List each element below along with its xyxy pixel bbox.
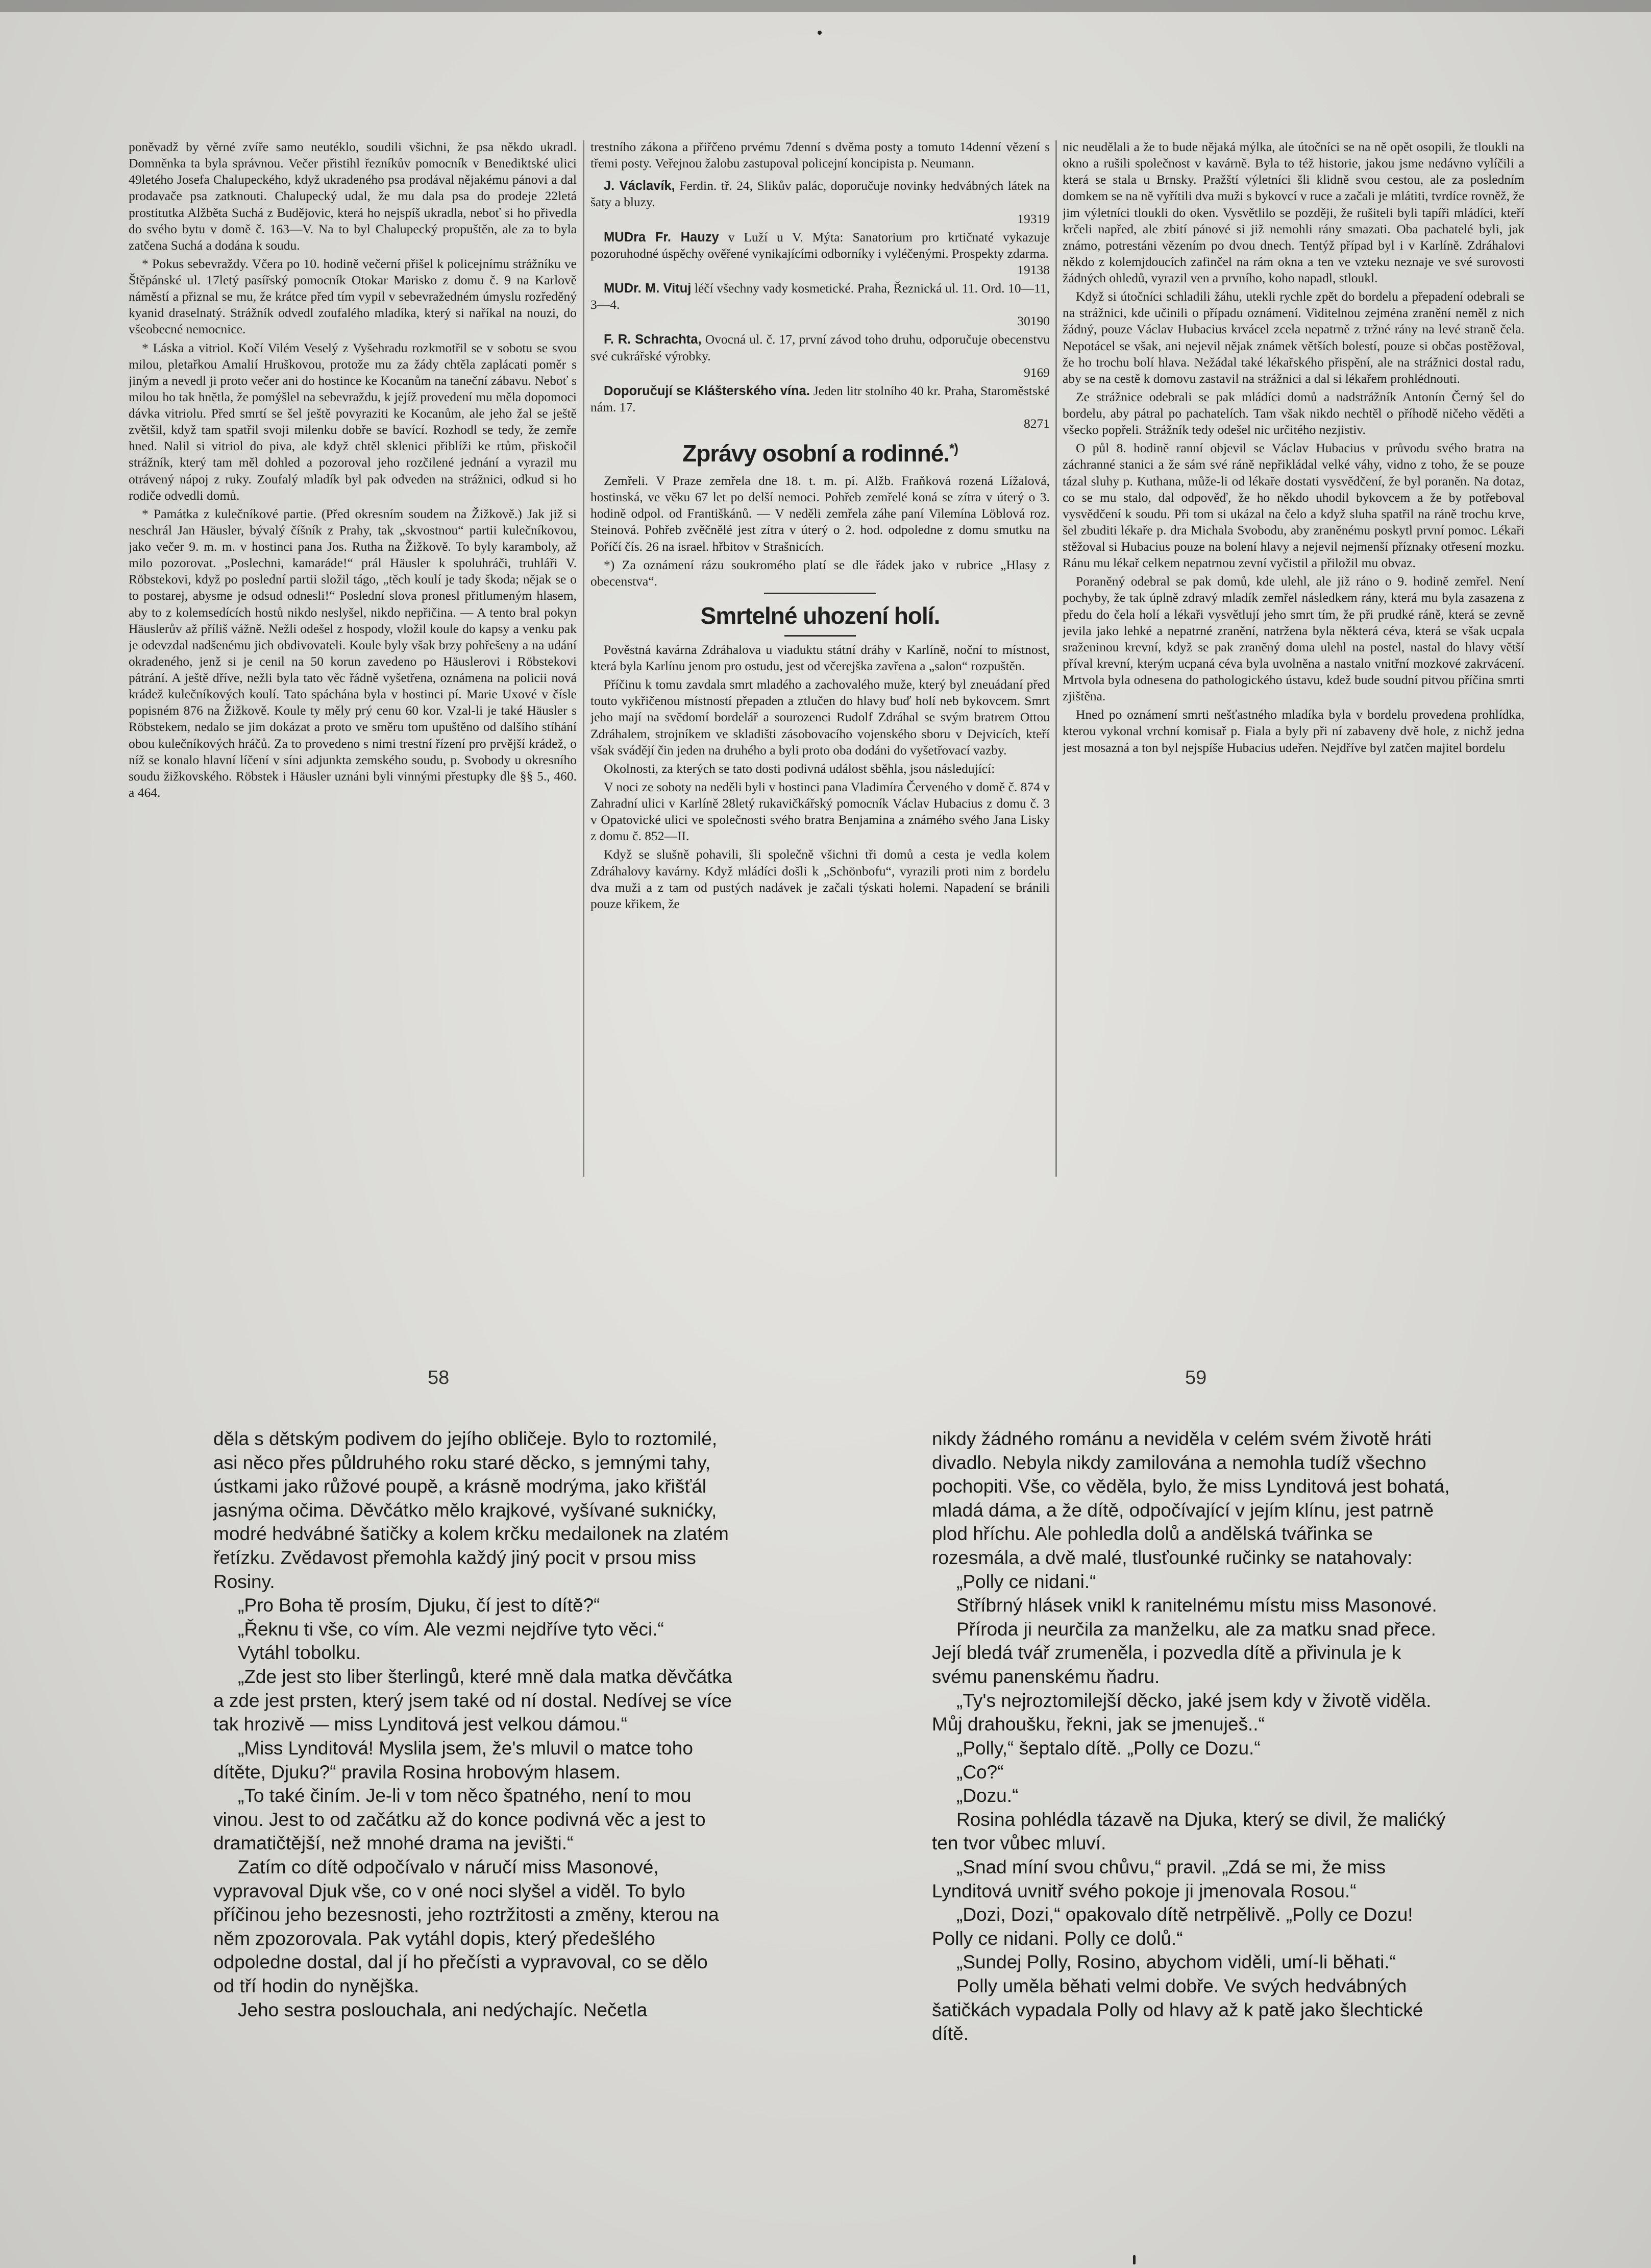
book-paragraph: „Dozi, Dozi,“ opakovalo dítě netrpělivě. „Polly ce Dozu! Polly ce nidani. Polly ce dolů.“ (932, 1904, 1413, 1949)
book-paragraph: nikdy žádného románu a neviděla v celém svém životě hráti divadlo. Nebyla nikdy zamilována a nemohla tudíž všechno pochopiti. Vše, co věděla, bylo, že miss Lynditová jest bohatá, mladá dáma, a že dítě, odpočívající v jejím klínu, jest patrně plod hříchu. Ale pohledla dolů a andělská tvářinka se rozesmála, a dvě malé, tlusťounké ručinky se natahovaly: (932, 1428, 1450, 1569)
book-paragraph: Jeho sestra poslouchala, ani nedýchajíc. Nečetla (238, 1999, 648, 2020)
book-paragraph: Příroda ji neurčila za manželku, ale za matku snad přece. Její bledá tvář zrumeněla, i pozvedla dítě a přivinula je k svému panenskému ňadru. (932, 1618, 1436, 1688)
news-item-billiard: * Památka z kulečníkové partie. (Před okresním soudem na Žižkově.) Jak již si neschrál Jan Häusler, bývalý číšník z Prahy, tak „skvostnou“ partii kulečníkovou, jako večer 9. m. m. v hostinci pana Jos. Rutha na Žižkově. To byly karamboly, až milo pozorovat. „Poslechni, kamaráde!“ prál Häusler k spoluhráči, truhláři V. Röbstekovi, když po poslední partii složil tágo, „těch koulí je tady škoda; nějak se o to postarej, abysme je odsud odnesli!“ Poslední slova pronesl přitlumeným hlasem, aby to z kolemsedících hostů nikdo neslyšel, nikdo nepřičina. — A tento bral pokyn Häuslerův až příliš vážně. Nežli odešel z hospody, vložil koule do kapsy a venku pak je odevzdal nadšenému jich obdivovateli. Koule byly však brzy pohřešeny a na udání okradeného, jenž si je cenil na 50 korun zavedeno po Häuslerovi i Röbstekovi pátrání. A ještě dříve, nežli byla tato věc řádně vyšetřena, oznámena na policii nová krádež kulečníkových koulí. Tato spáchána byla v hostinci pí. Marie Uxové v čísle popisném 876 na Žižkově. Koule ty měly prý cenu 60 kor. Vzal-li je také Häusler s Röbstekem, nedalo se jim dokázat a proto ve směru tom upuštěno od dalšího stíhání obou kulečníkových hráčů. Za to provedeno s nimi trestní řízení pro prvější krádež, o níž se konalo hlavní líčení v síni adjunkta zemského soudu, p. Svobody u okresního soudu žižkovského. Röbstek i Häusler uznáni byli vinnými přestupky dle §§ 5., 460. a 464. (129, 506, 577, 800)
page-number-right: 59 (1185, 1367, 1207, 1388)
book-paragraph: děla s dětským podivem do jejího obličeje. Bylo to roztomilé, asi něco přes půldruhého roku staré děcko, s jemnými tahy, ústkami jako růžové poupě, a krásně modrýma, jako křišťál jasnýma očima. Děvčátko mělo krajkové, vyšívané suknićky, modré hedvábné šatičky a kolem krčku medailonek na zlatém řetízku. Zvědavost přemohla každý jiný pocit v prsou miss Rosiny. (213, 1428, 729, 1592)
book-paragraph: Rosina pohlédla tázavě na Djuka, který se divil, že malićký ten tvor vůbec mluví. (932, 1809, 1446, 1854)
book-paragraph: Polly uměla běhati velmi dobře. Ve svých hedvábných šatičkách vypadala Polly od hlavy až k patě jako šlechtické dítě. (932, 1976, 1423, 2044)
ad-name: MUDra Fr. Hauzy (604, 230, 719, 245)
book-paragraph: „Pro Boha tě prosím, Djuku, čí jest to dítě?“ (238, 1595, 600, 1616)
scan-dust-mark (1133, 2255, 1136, 2264)
ad-code: 9169 (1024, 364, 1050, 380)
book-paragraph: Vytáhl tobolku. (238, 1642, 361, 1664)
page-number-left: 58 (428, 1367, 450, 1388)
newspaper-column-1 (129, 139, 577, 1190)
column-divider (1055, 140, 1057, 1177)
ad-1 (590, 178, 1050, 227)
book-paragraph: Zatím co dítě odpočívalo v náručí miss Masonové, vypravoval Djuk vše, co v oné noci slyšel a viděl. To bylo příčinou jeho bezesnosti, jeho roztržitosti a změny, kterou na něm zpozorovala. Pak vytáhl dopis, který předešlého odpoledne dostal, dal jí ho přečísti a vypravoval, co se dělo od tří hodin do nynějška. (213, 1856, 719, 1997)
book-paragraph: „Ty's nejroztomilejší děcko, jaké jsem kdy v životě viděla. Můj drahoušku, řekni, jak se jmenuješ..“ (932, 1690, 1432, 1735)
article-paragraph: Když si útočníci schladili žáhu, utekli rychle zpět do bordelu a přepadení odebrali se na strážnici, kde učinili o případu oznámení. Viditelnou zejména zranění neměl z nich žádný, pouze Václav Hubacius krvácel zcela nepatrně z tržné rány na levé straně čela. Nepotácel se však, ani nejevil nějak známek větších bolestí, pouze si občas postěžoval, že ho trochu bolí hlava. Nežádal také lékařského přispění, ale na strážnici dostal radu, aby se na cestě k domovu zastavil na strážnici a dal si lékařem prohlédnouti. (1063, 289, 1524, 386)
news-paragraph: trestního zákona a přiřčeno prvému 7denní s dvěma posty a tomuto 14denní vězení s třemi posty. Veřejnou žalobu zastupoval policejní koncipista p. Neumann. (590, 139, 1050, 171)
article-paragraph: Poraněný odebral se pak domů, kde ulehl, ale již ráno o 9. hodině zemřel. Není pochyby, že tak úplně zdravý mladík zemřel následkem rány, která mu byla zasazena z předu do čela holí a lékaři vysvětlují jeho smrt tím, že při prudké ráně, která se zevně jevila jako lehké a nepatrné zranění, natržena byla některá céva, která se však ucpala sraženinou krevní, když se pak zraněný doma ulehl na postel, nastal do hlavy větší příval krevní, kterým ucpaná céva byla uvolněna a nastalo vnitřní mozkové zakrvácení. Mrtvola byla odnesena do pathologického ústavu, kdež bude soudní pitvou příčina smrti zjištěna. (1063, 574, 1524, 704)
news-paragraph: poněvadž by věrné zvíře samo neutéklo, soudili všichni, že psa někdo ukradl. Domněnka ta byla správnou. Večer přistihl řezníkův pomocník v Benediktské ulici 49letého Josefa Chalupeckého, když ukradeného psa prodával nějakému pánovi a dal prodavače psa zatknouti. Chalupecký udal, že mu dala psa do prodeje 22letá prostitutka Alžběta Suchá z Budějovic, která ho nejspíš ukradla, neboť si ho přivedla do svého bytu v domě č. 163—V. Na to byl Chalupecký propuštěn, ale za to byla zatčena Suchá a dodána k soudu. (129, 139, 577, 253)
news-item-suicide-attempt: * Pokus sebevraždy. Včera po 10. hodině večerní přišel k policejnímu strážníku ve Štěpánské ul. 17letý pasířský pomocník Otokar Marisko z domu č. 9 na Karlově náměstí a přiznal se mu, že krátce před tím vypil v sebevražedném úmyslu rozředěný kyanid draselnatý. Strážník odvedl zoufalého mladíka, který si naříkal na nouzi, do všeobecné nemocnice. (129, 256, 577, 337)
news-item-deaths: Zemřeli. V Praze zemřela dne 18. t. m. pí. Alžb. Fraňková rozená Lížalová, hostinská, ve věku 67 let po delší nemoci. Pohřeb zemřelé koná se zítra v úterý o 3. hodině odpol. od Františkánů. — V neděli zemřela záhe paní Vilemína Löblová roz. Steinová. Pohřeb zvěčnělé jest zítra v úterý o 2. hod. odpoledne z domu smutku na Poříčí čís. 26 na israel. hřbitov v Strašnicích. (590, 473, 1050, 554)
heading-text: Zprávy osobní a rodinné. (682, 440, 950, 467)
footnote-marker: *) (949, 441, 958, 456)
newspaper-column-2 (590, 139, 1050, 1190)
article-paragraph: O půl 8. hodině ranní objevil se Václav Hubacius v průvodu svého bratra na záchranné stanici a že sám své ráně nepřikládal velké váhy, vidno z toho, že se pouze tázal sluhy p. Kuthana, může-li od lékaře dostati vysvědčení, že byl poraněn. Na dotaz, co se mu stalo, dal odpověď, že ho někdo uhodil bykovcem a že by potřeboval vysvědčení k soudu. Při tom si ukázal na čelo a když sluha spatřil na ráně trochu krve, šel zbuditi lékaře p. dra Michala Svobodu, aby zraněnému poskytl první pomoc. Lékaři stěžoval si Hubacius pouze na bolení hlavy a nejevil nejmenší příznaky otřesení mozku. Ránu mu lékař celkem nepatrnou zevní vyčistil a přiložil mu obvaz. (1063, 441, 1524, 571)
article-paragraph: Ze strážnice odebrali se pak mládíci domů a nadstrážník Antonín Černý šel do bordelu, aby pátral po pachatelích. Tam však nikdo nechtěl o příhodě ničeho věděti a všecko popřeli. Strážník tedy odešel nic určitého nezjistiv. (1063, 389, 1524, 437)
book-paragraph: „To také činím. Je-li v tom něco špatného, není to mou vinou. Jest to od začátku až do konce podivná věc a jest to dramatičtější, než mnohé drama na jevišti.“ (213, 1785, 706, 1854)
ad-text: Jeden litr stolního 40 kr. Praha, Staroměstské nám. 17. (590, 383, 1050, 414)
news-item-love-vitriol: * Láska a vitriol. Kočí Vilém Veselý z Vyšehradu rozkmotřil se v sobotu se svou milou, pletařkou Amalií Hruškovou, protože mu za žády chtěla zaplácati poměr s jiným a nevedl ji proto večer ani do hostince ke Kocanům na taneční zábavu. Neboť s milou ho tak hnětla, že pomýšlel na sebevraždu, k jejíž provedení mu měla dopomoci dávka vitriolu. Před smrtí se šel ještě povyraziti ke Kocanům, ale jeho žal se ještě zvětšil, když tam spatřil svoji milenku dobře se bavící. Rozhodl se tedy, že zemře hned. Nalil si vitriol do piva, ale když chtěl sklenici přiblíži ke rtům, přiskočil strážník, který tam měl dohled a pozoroval jeho rozčilené jednání a vyrazil mu otrávený nápoj z ruky. Zoufalý mladík byl pak odveden na strážnici, odkud si ho rodiče odvedli domů. (129, 340, 577, 503)
article-paragraph: Hned po oznámení smrti nešťastného mladíka byla v bordelu provedena prohlídka, kterou vykonal vrchní komisař p. Fiala a byly při ní zabaveny dvě hole, z nichž jedna jest mosazná a ton byl nejspíše Hubacius udeřen. Nejdříve byl zatčen majitel bordelu (1063, 707, 1524, 755)
book-paragraph: „Polly,“ šeptalo dítě. „Polly ce Dozu.“ (956, 1737, 1261, 1759)
ad-3 (590, 280, 1050, 329)
ad-code: 8271 (1024, 416, 1050, 431)
article-paragraph: Okolnosti, za kterých se tato dosti podivná událost sběhla, jsou následující: (604, 761, 995, 776)
ad-name: MUDr. M. Vituj (604, 281, 692, 296)
book-paragraph: „Miss Lynditová! Myslila jsem, že's mluvil o matce toho dítěte, Djuku?“ pravila Rosina hrobovým hlasem. (213, 1737, 693, 1783)
ad-code: 19319 (1017, 211, 1050, 226)
book-paragraph: „Zde jest sto liber šterlingů, které mně dala matka děvčátka a zde jest prsten, který jsem také od ní dostal. Nedívej se více tak hrozivě — miss Lynditová jest velkou dámou.“ (213, 1666, 732, 1735)
article-paragraph: V noci ze soboty na neděli byli v hostinci pana Vladimíra Červeného v domě č. 874 v Zahradní ulici v Karlíně 28letý rukavičkářský pomocník Václav Hubacius z domu č. 3 v Opatovické ulici ve společnosti svého bratra Benjamina a známého svého Jana Lisky z domu č. 852—II. (590, 779, 1050, 844)
heading-death-article: Smrtelné uhození holí. (700, 602, 940, 629)
newspaper-column-3 (1063, 139, 1524, 1190)
ad-name: F. R. Schrachta, (604, 332, 702, 347)
ad-code: 19138 (1017, 262, 1050, 277)
ad-5 (590, 383, 1050, 432)
ad-name: Doporučují se Klášterského vína. (604, 383, 810, 398)
ad-code: 30190 (1017, 313, 1050, 329)
footnote: *) Za oznámení rázu soukromého platí se dle řádek jako v rubrice „Hlasy z obecenstva“. (590, 557, 1050, 589)
ad-text: Ovocná ul. č. 17, první závod toho druhu, odporučuje obecenstvu své cukrářské výrobky. (590, 332, 1050, 363)
ad-text: Ferdin. tř. 24, Slikův palác, doporučuje novinky hedvábných látek na šaty a bluzy. (590, 178, 1050, 210)
ad-name: J. Václavík, (604, 179, 675, 193)
heading-personal-news (590, 439, 1050, 469)
article-paragraph: Pověstná kavárna Zdráhalova u viaduktu státní dráhy v Karlíně, noční to místnost, která byla Karlínu jenom pro ostudu, jest od včerejška zavřena a „salon“ rozpuštěn. (590, 642, 1050, 674)
ad-2 (590, 229, 1050, 278)
book-paragraph: „Dozu.“ (956, 1785, 1019, 1807)
article-paragraph: Příčinu k tomu zavdala smrt mladého a zachovalého muže, který byl zneuádaní před touto vykřičenou místností přepaden a ztlučen do hlavy buď holí neb bykovcem. Smrt jeho mají na svědomí bordelář a sourozenci Rudolf Zdráhal se svým bratrem Ottou Zdráhalem, strojníkem ve skladišti zásobovacího vojenského sboru v Dejvicích, kteří však svádějí čin jeden na druhého a byli proto oba dodáni do vyšetřovací vazby. (590, 677, 1050, 758)
ad-text: léčí všechny vady kosmetické. Praha, Řeznická ul. 11. Ord. 10—11, 3—4. (590, 281, 1050, 312)
book-page-right (932, 1427, 1452, 2046)
book-paragraph: „Sundej Polly, Rosino, abychom viděli, umí-li běhati.“ (956, 1952, 1396, 1973)
book-paragraph: „Polly ce nidani.“ (956, 1571, 1096, 1592)
book-paragraph: „Co?“ (956, 1761, 1004, 1783)
scan-dust-mark (818, 31, 822, 35)
book-paragraph: Stříbrný hlásek vnikl k ranitelnému místu miss Masonové. (956, 1595, 1437, 1616)
article-paragraph: Když se slušně pohavili, šli společně všichni tři domů a cesta je vedla kolem Zdráhalovy kavárny. Když mládíci došli k „Schönbofu“, vyrazili proti nim z bordelu dva muži a z tam od pustých nadávek je začali týskati holemi. Napadení se bránili pouze křikem, že (590, 847, 1050, 911)
scan-top-edge (0, 0, 1651, 12)
book-paragraph: „Řeknu ti vše, co vím. Ale vezmi nejdříve tyto věci.“ (238, 1618, 664, 1640)
article-paragraph: nic neudělali a že to bude nějaká mýlka, ale útočníci se na ně opět osopili, že tloukli na okno a rušili společnost v kavárně. Byla to též historie, jakou jsme nedávno vylíčili a která se stala u Brnsky. Pražští výletníci šli klidně svou cestou, ale za posledním domkem se na ně vyřítili dva muži s bykovcí v ruce a začali je mlátiti, tvrdíce rovněž, že jim výletníci tloukli do oken. Vysvětlilo se později, že rušiteli byli tapíři mládíci, kteří krčeli napřed, ale zbití pánové si již nemohli rány smazati. Oba pachatelé byli, jak známo, potrestáni vězením po dvou dnech. Tentýž případ byl i v Karlíně. Zdráhalovi někdo z kolemjdoucích zafinčel na rám okna a ten ve vzteku neznaje ve své surovosti žádných ohledů, vyrazil ven a prvního, koho napadl, stloukl. (1063, 139, 1524, 285)
section-rule (764, 593, 876, 594)
column-divider (583, 140, 584, 1177)
book-page-left (213, 1427, 734, 2022)
section-rule (784, 635, 856, 637)
ad-text: v Luží u V. Mýta: Sanatorium pro krtičnaté vykazuje pozoruhodné úspěchy ověřené vynikajícími odborníky i vyléčenými. Prospekty zdarma. (590, 229, 1050, 261)
book-paragraph: „Snad míní svou chůvu,“ pravil. „Zdá se mi, že miss Lynditová uvnitř svého pokoje ji jmenovala Rosou.“ (932, 1856, 1386, 1901)
ad-4 (590, 331, 1050, 380)
